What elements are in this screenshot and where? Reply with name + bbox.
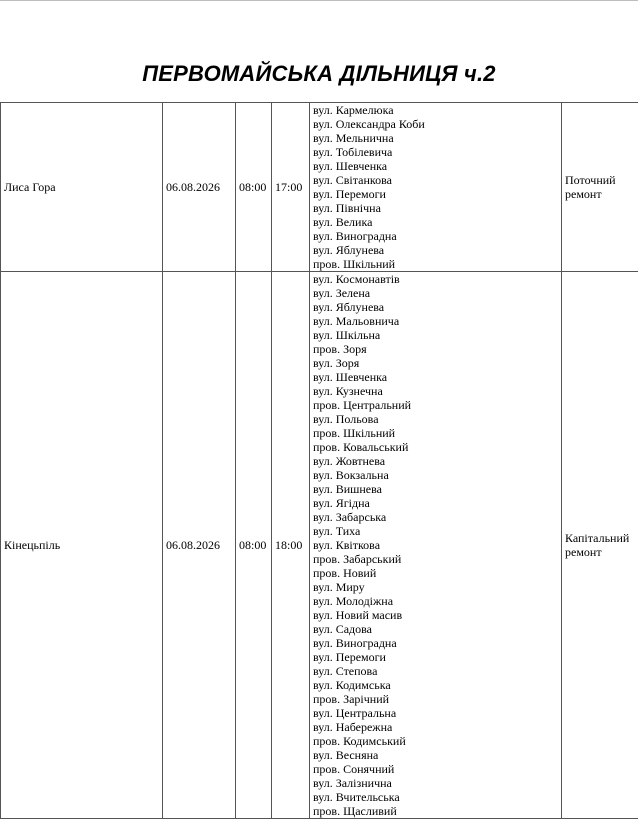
street-item: вул. Квіткова xyxy=(313,538,381,552)
street-item: вул. Забарська xyxy=(313,510,387,524)
street-item: вул. Північна xyxy=(313,201,381,215)
street-item: вул. Вишнева xyxy=(313,482,382,496)
date-cell: 06.08.2026 xyxy=(163,103,236,272)
street-item: пров. Шкільний xyxy=(313,426,396,440)
outage-schedule-table xyxy=(0,102,638,819)
street-item: вул. Жовтнева xyxy=(313,454,386,468)
street-item: пров. Зарічний xyxy=(313,692,390,706)
street-item: вул. Центральна xyxy=(313,706,397,720)
street-item: пров. Ковальський xyxy=(313,440,409,454)
street-item: пров. Щасливий xyxy=(313,804,397,818)
time-to-cell: 17:00 xyxy=(272,103,310,272)
street-item: вул. Світанкова xyxy=(313,173,392,187)
table-row xyxy=(1,272,638,819)
work-type-cell: Поточний ремонт xyxy=(562,103,638,272)
street-item: пров. Новий xyxy=(313,566,377,580)
street-item: вул. Яблунева xyxy=(313,300,385,314)
street-item: вул. Миру xyxy=(313,580,365,594)
top-border-line xyxy=(0,0,638,1)
street-item: пров. Зоря xyxy=(313,342,367,356)
street-item: вул. Вчительська xyxy=(313,790,400,804)
village-cell: Кінецьпіль xyxy=(1,272,163,819)
street-item: пров. Центральний xyxy=(313,398,412,412)
street-item: вул. Мальовнича xyxy=(313,314,400,328)
street-item: вул. Тобілевича xyxy=(313,145,393,159)
street-item: вул. Виноградна xyxy=(313,636,397,650)
street-item: вул. Олександра Коби xyxy=(313,117,425,131)
street-item: вул. Вокзальна xyxy=(313,468,389,482)
time-to-cell: 18:00 xyxy=(272,272,310,819)
date-cell: 06.08.2026 xyxy=(163,272,236,819)
page-title: ПЕРВОМАЙСЬКА ДІЛЬНИЦЯ ч.2 xyxy=(142,61,496,86)
street-item: вул. Зоря xyxy=(313,356,360,370)
street-item: вул. Перемоги xyxy=(313,650,386,664)
street-item: вул. Залізнична xyxy=(313,776,392,790)
street-item: вул. Шкільна xyxy=(313,328,381,342)
table-row xyxy=(1,103,638,272)
work-type-cell: Капітальний ремонт xyxy=(562,272,638,819)
streets-cell xyxy=(310,103,562,272)
streets-cell xyxy=(310,272,562,819)
street-item: вул. Кармелюка xyxy=(313,103,394,117)
street-item: вул. Степова xyxy=(313,664,378,678)
street-item: пров. Забарський xyxy=(313,552,402,566)
street-item: вул. Весняна xyxy=(313,748,379,762)
street-item: пров. Кодимський xyxy=(313,734,406,748)
time-from-cell: 08:00 xyxy=(236,103,272,272)
street-item: вул. Космонавтів xyxy=(313,272,400,286)
street-item: вул. Кодимська xyxy=(313,678,391,692)
street-item: вул. Новий масив xyxy=(313,608,403,622)
street-item: вул. Молодіжна xyxy=(313,594,394,608)
street-item: вул. Зелена xyxy=(313,286,371,300)
street-item: вул. Кузнечна xyxy=(313,384,383,398)
street-item: вул. Яблунева xyxy=(313,243,385,257)
street-item: вул. Перемоги xyxy=(313,187,386,201)
street-item: пров. Сонячний xyxy=(313,762,395,776)
street-item: вул. Велика xyxy=(313,215,373,229)
street-item: вул. Польова xyxy=(313,412,379,426)
street-item: вул. Садова xyxy=(313,622,372,636)
street-item: вул. Набережна xyxy=(313,720,393,734)
time-from-cell: 08:00 xyxy=(236,272,272,819)
street-item: пров. Шкільний xyxy=(313,257,396,271)
street-item: вул. Тиха xyxy=(313,524,361,538)
street-item: вул. Шевченка xyxy=(313,370,388,384)
street-item: вул. Шевченка xyxy=(313,159,388,173)
street-item: вул. Виноградна xyxy=(313,229,397,243)
village-cell: Лиса Гора xyxy=(1,103,163,272)
street-item: вул. Ягідна xyxy=(313,496,370,510)
street-item: вул. Мельнична xyxy=(313,131,394,145)
